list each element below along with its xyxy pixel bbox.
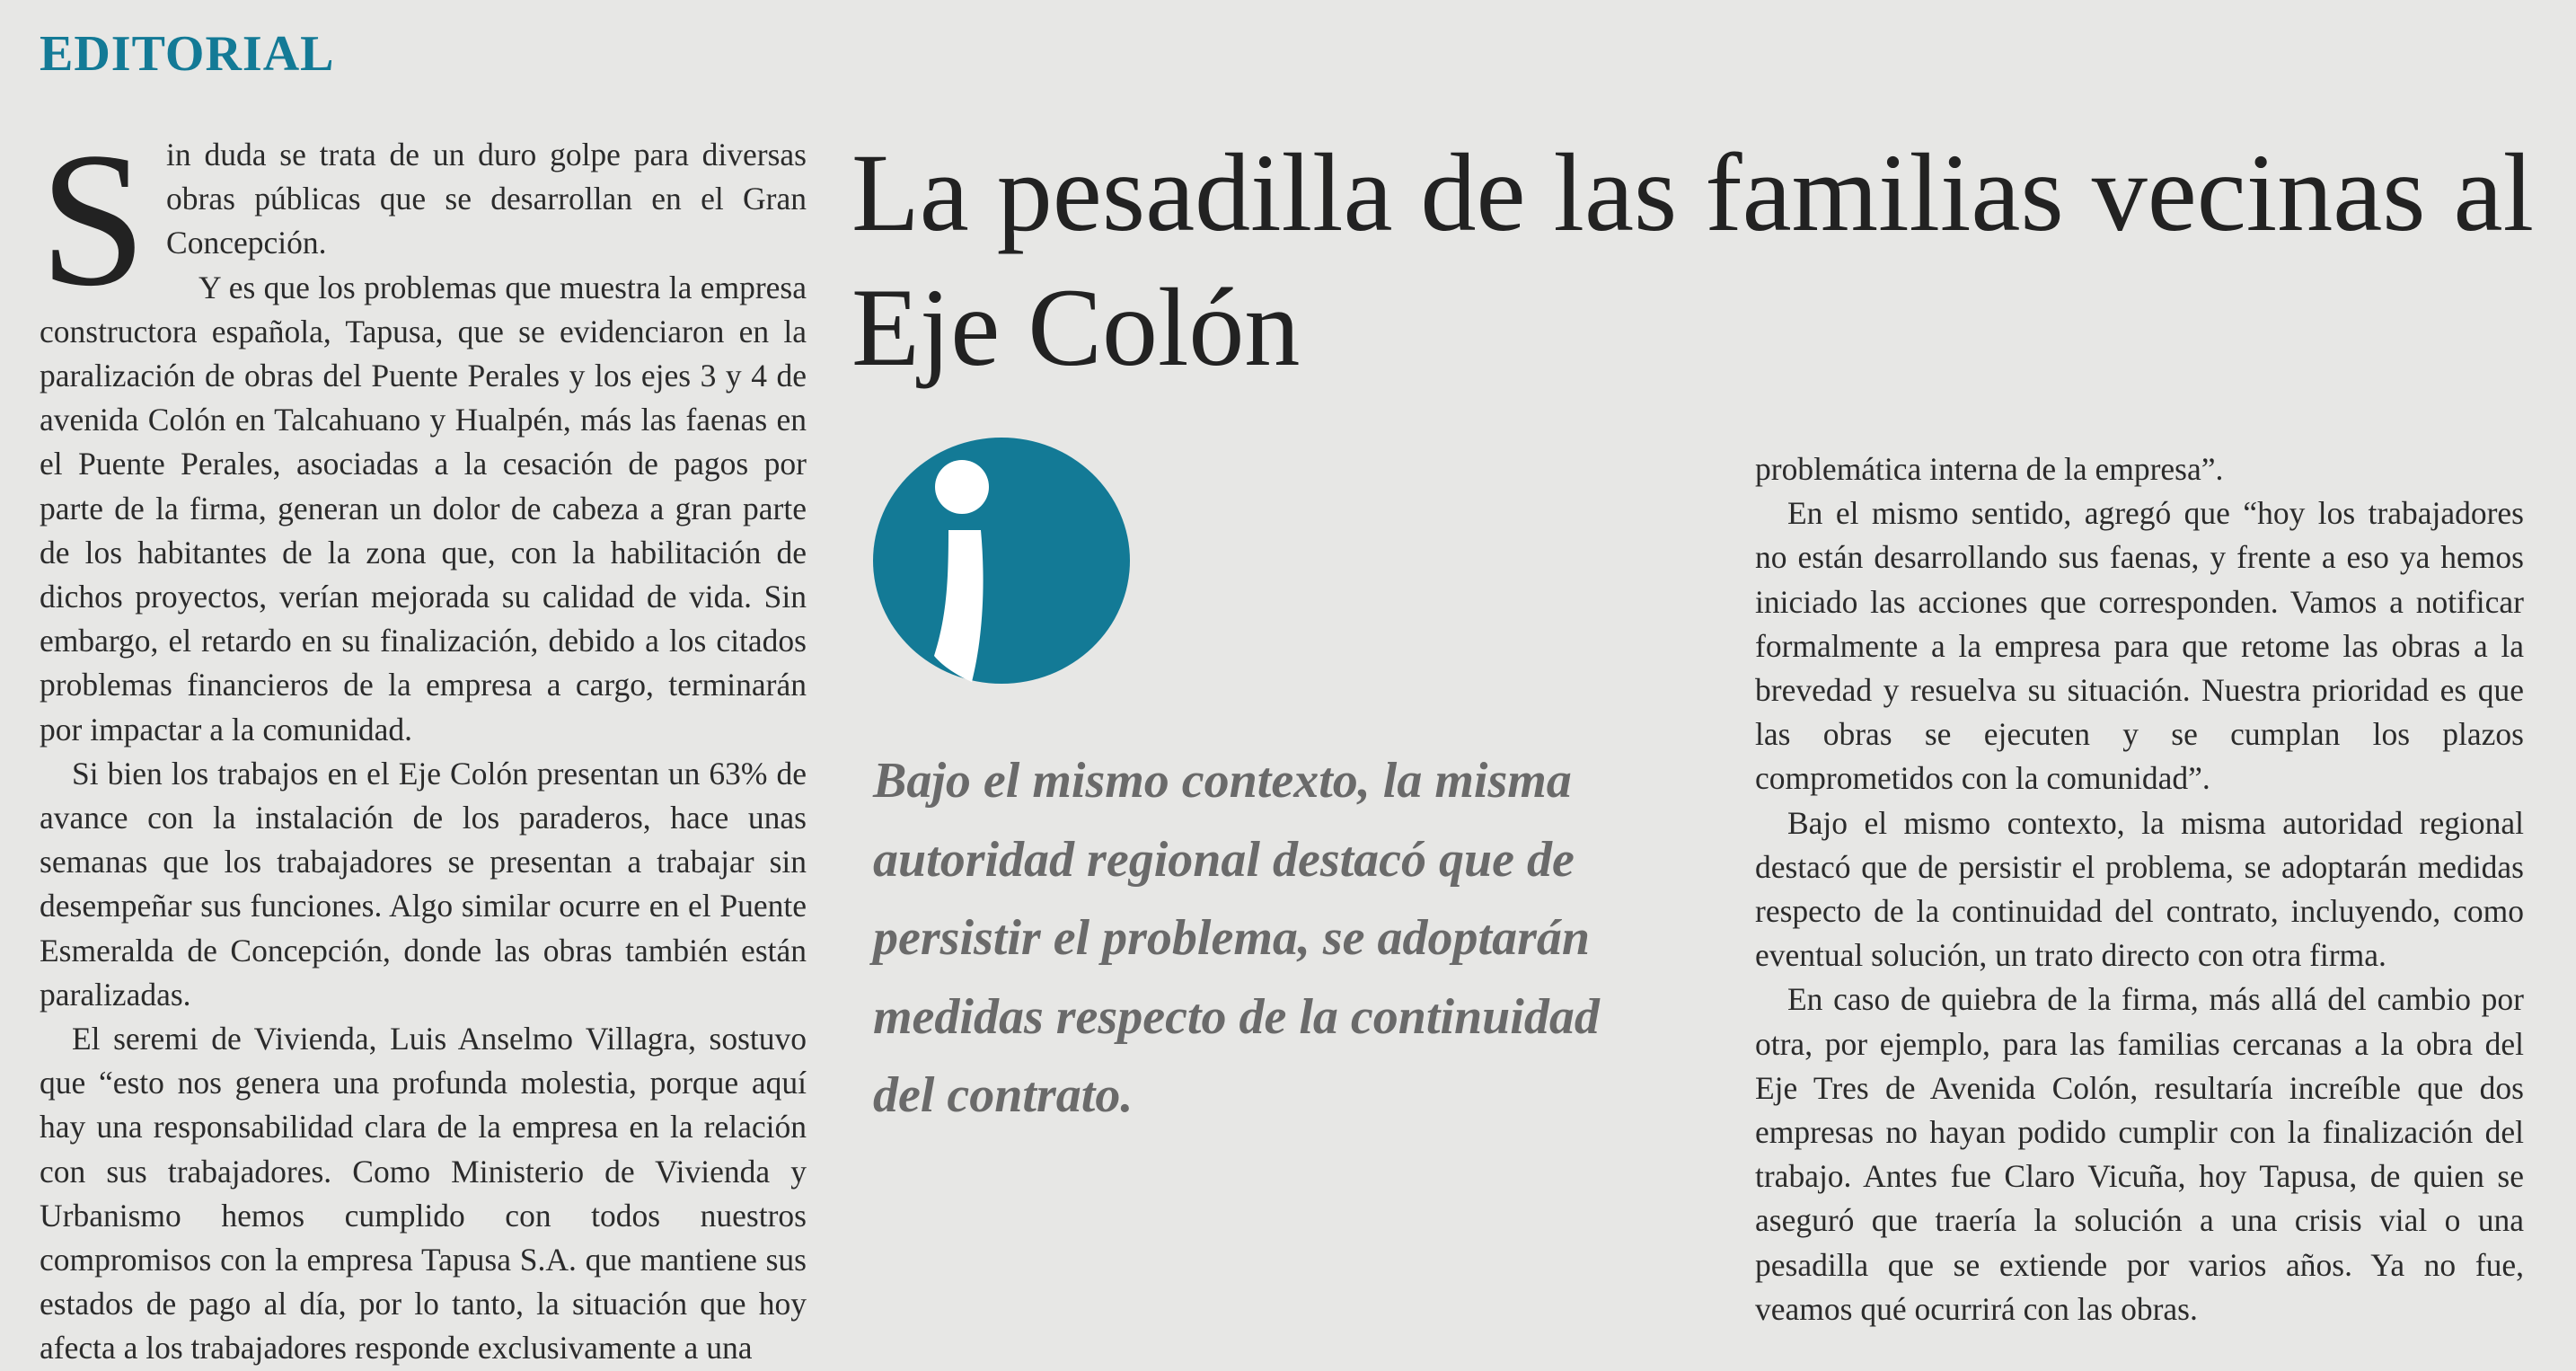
pull-quote: Bajo el mismo contexto, la misma autoridad regional destacó que de persistir el problema, se adoptarán medidas respecto de la continuidad del contrato. xyxy=(873,753,1600,1123)
article-column-right xyxy=(1755,447,2524,1331)
paragraph-7: Bajo el mismo contexto, la misma autoridad regional destacó que de persistir el problema, se adoptarán medidas respecto de la continuidad del contrato, incluyendo, como eventual solución, un trato directo con otra firma. xyxy=(1755,804,2524,974)
paragraph-1 xyxy=(40,113,807,326)
paragraph-4: El seremi de Vivienda, Luis Anselmo Villagra, sostuvo que “esto nos genera una profunda molestia, porque aquí hay una responsabilidad clara de la empresa en la relación con sus trabajadores. Como Ministerio de Vivienda y Urbanismo hemos cumplido con todos nuestros compromisos con la empresa Tapusa S.A. que mantiene sus estados de pago al día, por lo tanto, la situación que hoy afecta a los trabajadores responde exclusivamente a una xyxy=(40,1021,807,1367)
paragraph-3: Si bien los trabajos en el Eje Colón presentan un 63% de avance con la instalación de los paraderos, hace unas semanas que los trabajadores se presentan a trabajar sin desempeñar sus funciones. Algo similar ocurre en el Puente Esmeralda de Concepción, donde las obras también están paralizadas. xyxy=(40,755,807,1013)
paragraph-6: En el mismo sentido, agregó que “hoy los trabajadores no están desarrollando sus faenas, y frente a eso ya hemos iniciado las acciones que corresponden. Vamos a notificar formalmente a la empresa para que retome las obras a la brevedad y resuelva su situación. Nuestra prioridad es que las obras se ejecuten y se cumplan los plazos comprometidos con la comunidad”. xyxy=(1755,495,2524,797)
section-label: EDITORIAL xyxy=(40,26,335,82)
headline: La pesadilla de las familias vecinas al Eje Colón xyxy=(851,131,2535,389)
paragraph-2: Y es que los problemas que muestra la empresa constructora española, Tapusa, que se evidenciaron en la paralización de obras del Puente Perales y los ejes 3 y 4 de avenida Colón en Talcahuano y Hualpén, más las faenas en el Puente Perales, asociadas a la cesación de pagos por parte de la firma, generan un dolor de cabeza a gran parte de los habitantes de la zona que, con la habilitación de dichos proyectos, verían mejorada su calidad de vida. Sin embargo, el retardo en su finalización, debido a los citados problemas financieros de la empresa a cargo, terminarán por impactar a la comunidad. xyxy=(40,269,807,747)
paragraph-5: problemática interna de la empresa”. xyxy=(1755,451,2224,487)
drop-cap: S xyxy=(40,113,147,326)
article-column-left xyxy=(40,113,807,1371)
paragraph-8: En caso de quiebra de la firma, más allá del cambio por otra, por ejemplo, para las familias cercanas a la obra del Eje Tres de Avenida Colón, resultaría increíble que dos empresas no hayan podido cumplir con la finalización del trabajo. Antes fue Claro Vicuña, hoy Tapusa, de quien se aseguró que traería la solución a una crisis vial o una pesadilla que se extiende por varios años. Ya no fue, veamos qué ocurrirá con las obras. xyxy=(1755,981,2524,1327)
paragraph-1-text: in duda se trata de un duro golpe para diversas obras públicas que se desarrollan en el Gran Concepción. xyxy=(166,137,807,261)
info-icon xyxy=(873,437,1134,688)
